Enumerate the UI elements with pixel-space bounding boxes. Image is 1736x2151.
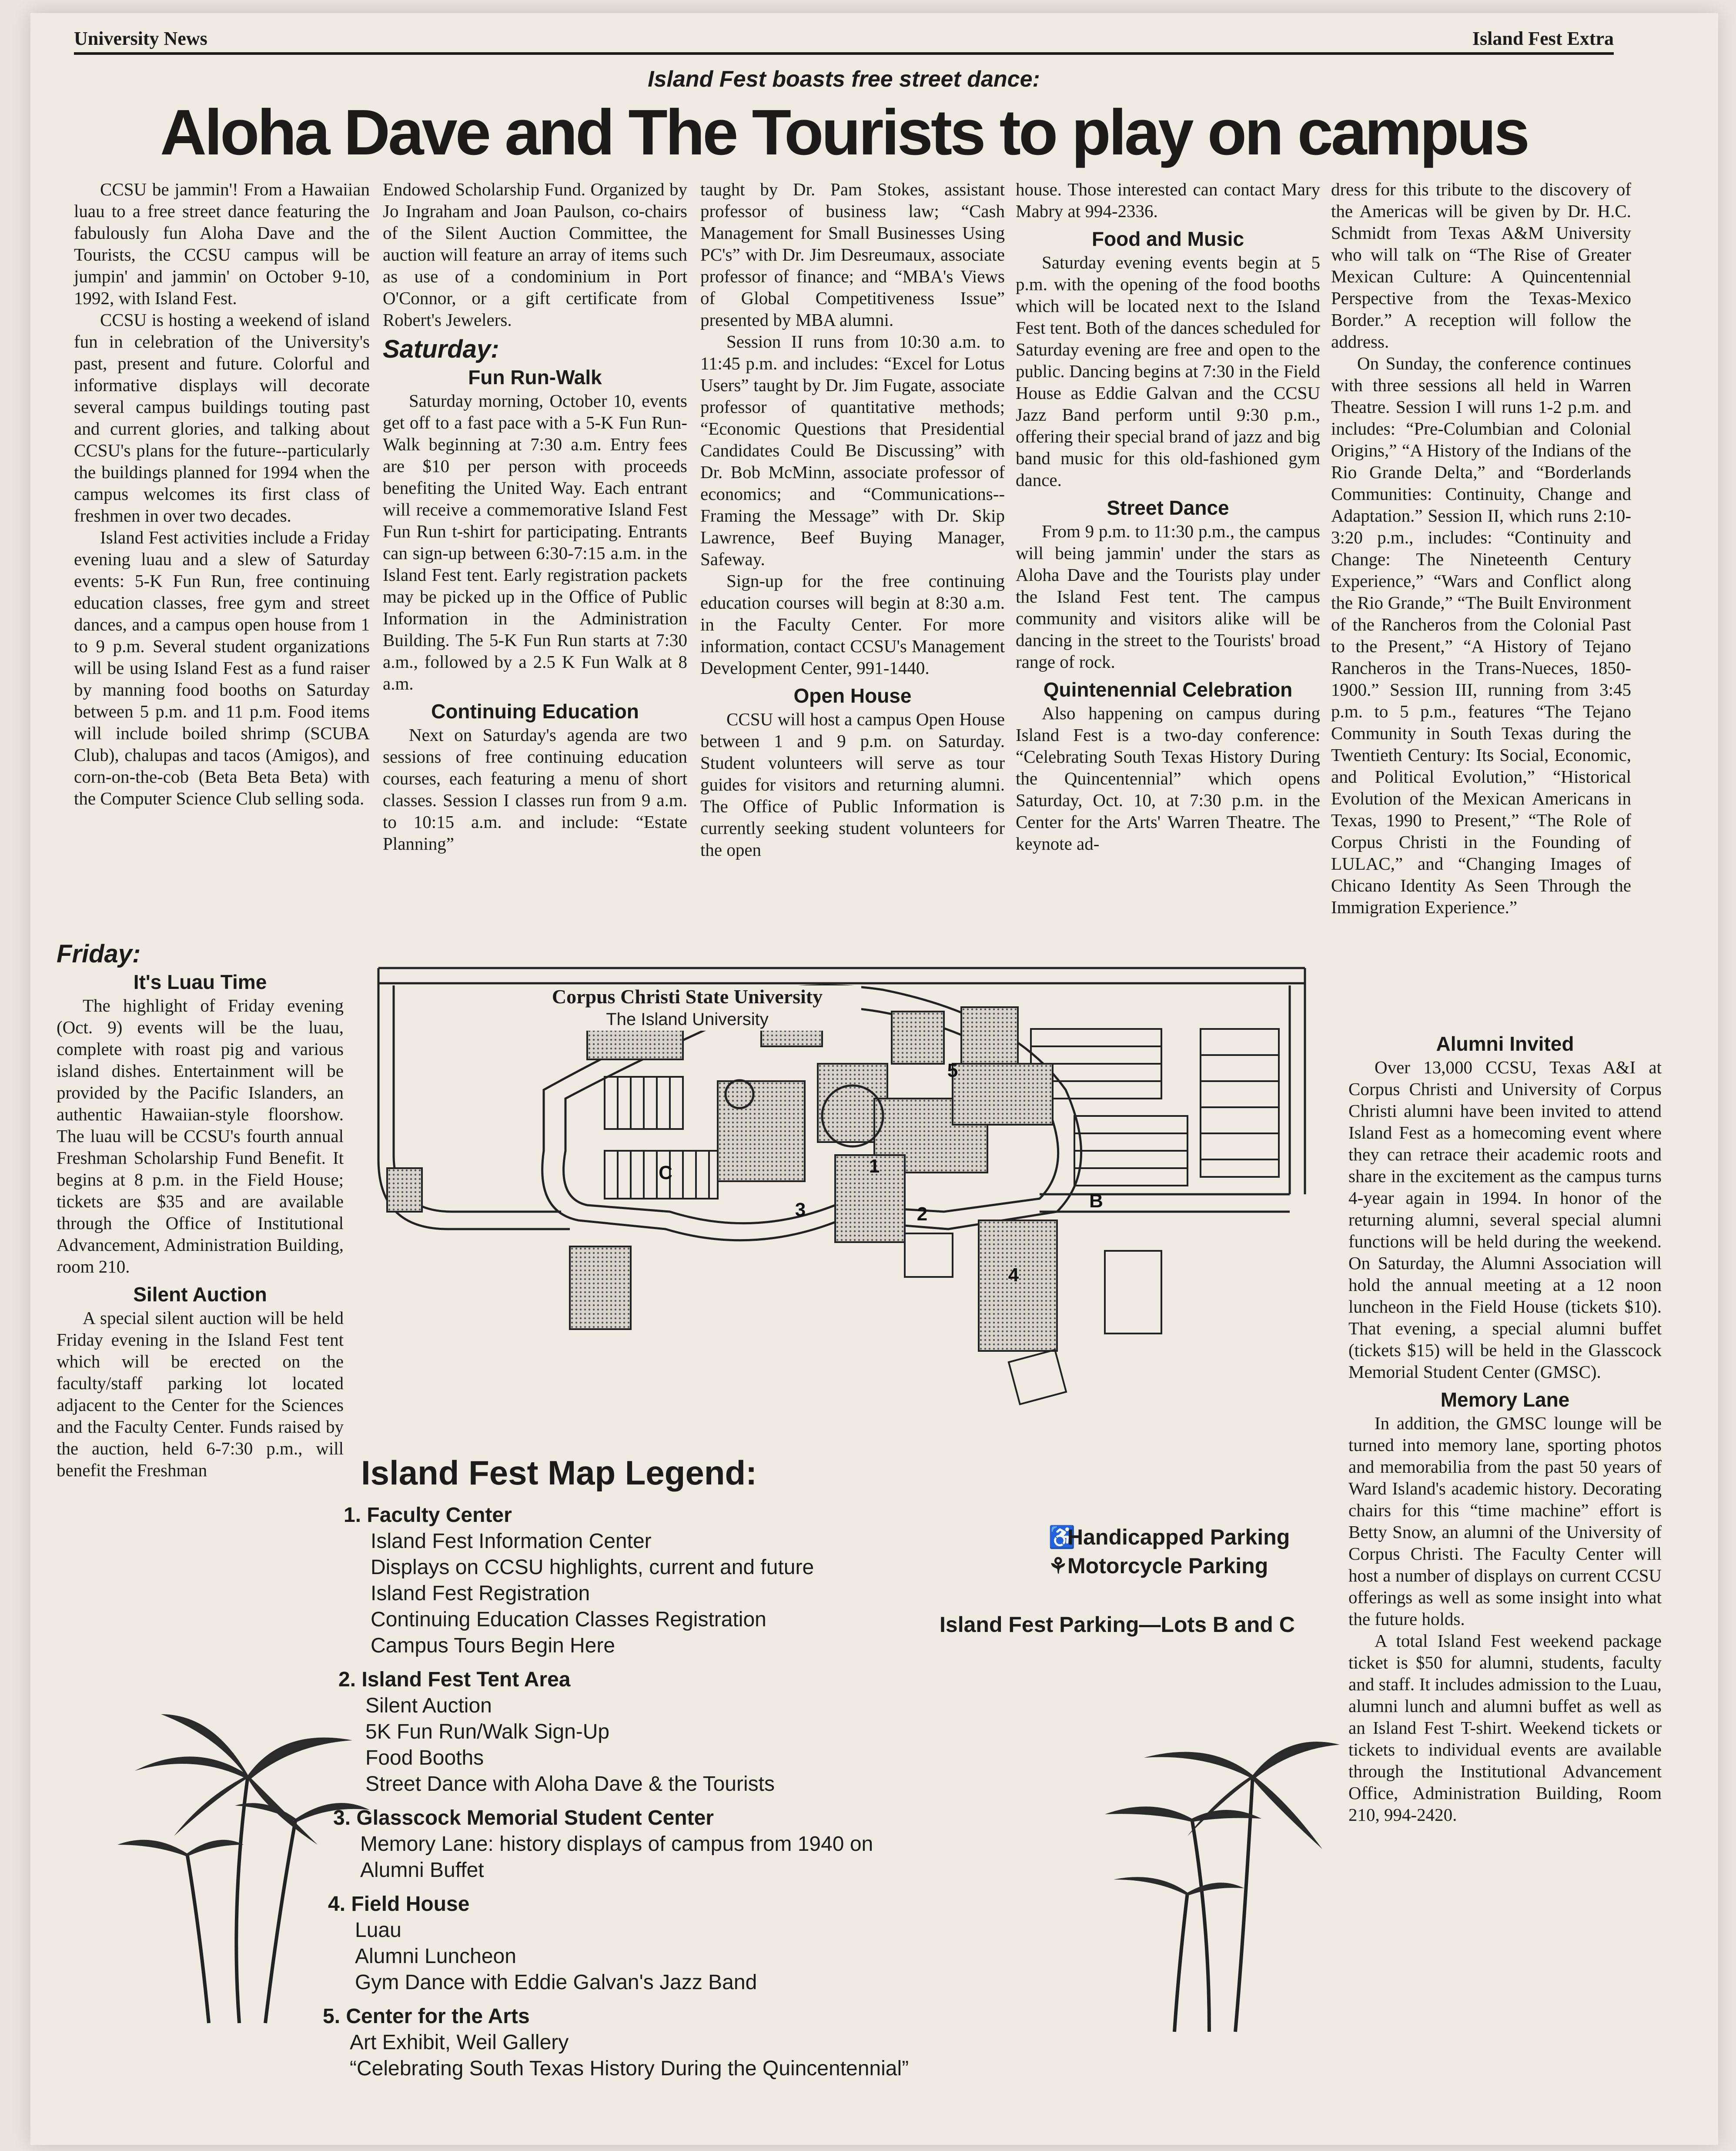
map-label-b: B [1089, 1190, 1103, 1212]
map-label-2: 2 [917, 1203, 928, 1225]
legend-group [328, 1891, 953, 1996]
map-label-4: 4 [1008, 1264, 1019, 1286]
subheading-quincentennial: Quintenennial Celebration [1043, 678, 1293, 701]
section-heading-saturday: Saturday: [383, 335, 499, 363]
legend-item: Luau [355, 1919, 401, 1942]
legend-group [323, 2004, 953, 2082]
paragraph: CCSU is hosting a weekend of island fun in celebration of the University's past, present and future. Colorful and informative displays will decorate several campus buildings touting past and current glories, and talking about CCSU's plans for the future--particularly the buildings planned for 1994 when the campus welcomes its first class of freshmen in over two decades. [74, 310, 370, 526]
motorcycle-icon: ⚘ [1048, 1554, 1068, 1578]
legend-item: 5K Fun Run/Walk Sign-Up [365, 1720, 610, 1743]
headline: Aloha Dave and The Tourists to play on campus [160, 97, 1528, 168]
subheading-continuing-education: Continuing Education [431, 700, 639, 723]
subheading-silent-auction: Silent Auction [133, 1283, 267, 1306]
legend-item: Campus Tours Begin Here [371, 1634, 615, 1657]
map-legend [323, 1453, 953, 2090]
subheading-luau: It's Luau Time [133, 971, 267, 993]
running-head [74, 22, 1614, 55]
legend-item: Island Fest Information Center [371, 1530, 652, 1553]
paragraph: Over 13,000 CCSU, Texas A&I at Corpus Christi and University of Corpus Christi alumni have been invited to attend Island Fest as a homecoming event where they can retrace their academic roots and share in the excitement as the campus turns 4-year again in 1994. In honor of the returning alumni, several special alumni functions will be held during the weekend. On Saturday, the Alumni Association will hold the annual meeting at a 12 noon luncheon in the Field House (tickets $10). That evening, a special alumni buffet (tickets $15) will be held in the Glasscock Memorial Student Center (GMSC). [1348, 1057, 1662, 1382]
paragraph: Next on Saturday's agenda are two sessions of free continuing education courses, each featuring a menu of short classes. Session I classes run from 9 a.m. to 10:15 a.m. and include: “Estate Planning” [383, 725, 687, 854]
paragraph: Also happening on campus during Island Fest is a two-day conference: “Celebrating South Texas History During the Quincentennial” which opens Saturday, Oct. 10, at 7:30 p.m. in the Center for the Arts' Warren Theatre. The keynote ad- [1016, 703, 1320, 854]
article-column-3 [700, 178, 1005, 861]
paragraph: The highlight of Friday evening (Oct. 9) events will be the luau, complete with roast pig and various island dishes. Entertainment will be provided by the Pacific Islanders, an authentic Hawaiian-style floorshow. The luau will be CCSU's fourth annual Freshman Scholarship Fund Benefit. It begins at 8 p.m. in the Field House; tickets are $35 and are available through the Office of Institutional Advancement, Administration Building, room 210. [57, 995, 344, 1277]
paragraph: taught by Dr. Pam Stokes, assistant professor of business law; “Cash Management for Small Businesses Using PC's” with Dr. Jim Desreumaux, associate professor of finance; and “MBA's Views of Global Competitiveness Issue” presented by MBA alumni. [700, 179, 1005, 330]
map-title-text: Corpus Christi State University [552, 985, 823, 1008]
wheelchair-icon: ♿ [1048, 1525, 1076, 1549]
paragraph: Sign-up for the free continuing education courses will begin at 8:30 a.m. in the Faculty Center. For more information, contact CCSU's Management Development Center, 991-1440. [700, 571, 1005, 678]
legend-heading: 4. Field House [328, 1893, 470, 1916]
subheading-street-dance: Street Dance [1107, 496, 1229, 519]
subheading-memory-lane: Memory Lane [1440, 1388, 1570, 1411]
legend-heading: 2. Island Fest Tent Area [338, 1668, 571, 1691]
legend-group [338, 1667, 953, 1797]
paragraph: On Sunday, the conference continues with three sessions all held in Warren Theatre. Session I will runs 1-2 p.m. and includes: “Pre-Columbian and Colonial Origins,” “A History of the Indians of the Rio Grande Delta,” and “Borderlands Communities: Continuity, Change and Adaptation.” Session II, which runs 2:10-3:20 p.m., includes: “Continuity and Change: The Nineteenth Century Experience,” “Wars and Conflict along the Rio Grande,” “The Built Environment of the Rancheros from the Colonial Past to the Present,” “A History of Tejano Rancheros in the Trans-Nueces, 1850-1900.” Session III, running from 3:45 p.m. to 5 p.m., features “The Tejano Community in South Texas during the Twentieth Century: Its Social, Economic, and Political Evolution,” “Historical Evolution of the Mexican Americans in Texas, 1990 to Present,” “The Role of Corpus Christi in the Founding of LULAC,” and “Changing Images of Chicano Identity As Seen Through the Immigration Experience.” [1331, 353, 1631, 917]
handicapped-parking-key [1048, 1523, 1290, 1551]
subheading-alumni-invited: Alumni Invited [1436, 1032, 1574, 1055]
map-label-1: 1 [869, 1156, 880, 1177]
palm-tree-icon [1079, 1705, 1348, 2036]
paragraph: dress for this tribute to the discovery of the Americas will be given by Dr. H.C. Schmidt from Texas A&M University who will talk on “The Rise of Greater Mexican Culture: A Quincentennial Perspective from the Texas-Mexico Border.” A reception will follow the address. [1331, 179, 1631, 352]
legend-item: Art Exhibit, Weil Gallery [350, 2031, 569, 2054]
legend-item: Continuing Education Classes Registration [371, 1608, 766, 1631]
article-column-4 [1016, 178, 1320, 854]
map-label-5: 5 [947, 1060, 958, 1081]
edition-name: Island Fest Extra [1472, 28, 1614, 49]
paragraph: In addition, the GMSC lounge will be turned into memory lane, sporting photos and memorabilia from the past 50 years of Ward Island's academic history. Decorating chairs for this “time machine” effort is Betty Snow, an alumni of the University of Corpus Christi. The Faculty Center will host a number of displays on current CCSU offerings as well as some insight into what the future holds. [1348, 1413, 1662, 1629]
paragraph: A total Island Fest weekend package ticket is $50 for alumni, students, faculty and staff. It includes admission to the Luau, alumni lunch and alumni buffet as well as an Island Fest T-shirt. Weekend tickets or tickets to individual events are available through the Institutional Advancement Office, Administration Building, Room 210, 994-2420. [1348, 1631, 1662, 1825]
legend-item: Street Dance with Aloha Dave & the Tourists [365, 1772, 775, 1796]
paragraph: Endowed Scholarship Fund. Organized by Jo Ingraham and Joan Paulson, co-chairs of the Silent Auction Committee, the auction will feature an array of items such as use of a condominium in Port O'Connor, or a gift certificate from Robert's Jewelers. [383, 179, 687, 330]
article-column-2 [383, 178, 687, 854]
legend-title: Island Fest Map Legend: [361, 1454, 757, 1492]
friday-column [57, 935, 344, 1481]
paragraph: CCSU will host a campus Open House between 1 and 9 p.m. on Saturday. Student volunteers will serve as tour guides for visitors and returning alumni. The Office of Public Information is currently seeking student volunteers for the open [700, 709, 1005, 860]
subheading-fun-run: Fun Run-Walk [468, 366, 602, 389]
legend-item: Alumni Buffet [360, 1859, 484, 1882]
parking-key [1048, 1523, 1290, 1580]
kicker: Island Fest boasts free street dance: [648, 67, 1040, 92]
parking-lots-note: Island Fest Parking—Lots B and C [940, 1612, 1295, 1637]
paragraph: Saturday morning, October 10, events get off to a fast pace with a 5-K Fun Run-Walk beginning at 7:30 a.m. Entry fees are $10 per person with proceeds benefiting the United Way. Each entrant will receive a commemorative Island Fest Fun Run t-shirt for participating. Entrants can sign-up between 6:30-7:15 a.m. in the Island Fest tent. Early registration packets may be picked up in the Office of Public Information in the Administration Building. The 5-K Fun Run starts at 7:30 a.m., followed by a 2.5 K Fun Walk at 8 a.m. [383, 391, 687, 694]
legend-item: Memory Lane: history displays of campus from 1940 on [360, 1833, 873, 1856]
map-label-c: C [659, 1162, 672, 1183]
legend-item: Displays on CCSU highlights, current and future [371, 1556, 814, 1579]
legend-heading: 5. Center for the Arts [323, 2005, 530, 2028]
map-subtitle: The Island University [606, 1010, 769, 1029]
legend-item: Island Fest Registration [371, 1582, 590, 1605]
map-road [378, 968, 1305, 983]
article-column-5-lower [1348, 1027, 1662, 1826]
paragraph: Island Fest activities include a Friday evening luau and a slew of Saturday events: 5-K Fun Run, free continuing education classes, free gym and street dances, and a campus open house from 1 to 9 p.m. Several student organizations will be using Island Fest as a fund raiser by manning food booths on Saturday between 5 p.m. and 11 p.m. Food items will include boiled shrimp (SCUBA Club), chalupas and tacos (Amigos), and corn-on-the-cob (Beta Beta Beta) with the Computer Science Club selling soda. [74, 527, 370, 808]
article-column-5 [1331, 178, 1631, 918]
subheading-food-music: Food and Music [1091, 228, 1244, 250]
legend-item: Alumni Luncheon [355, 1945, 516, 1968]
section-name: University News [74, 28, 207, 49]
paragraph: house. Those interested can contact Mary Mabry at 994-2336. [1016, 179, 1320, 221]
palm-tree-icon [109, 1688, 378, 2027]
legend-item: “Celebrating South Texas History During the Quincentennial” [350, 2057, 909, 2080]
paragraph: A special silent auction will be held Friday evening in the Island Fest tent which will be erected on the faculty/staff parking lot located adjacent to the Center for the Sciences and the Faculty Center. Funds raised by the auction, held 6-7:30 p.m., will benefit the Freshman [57, 1308, 344, 1480]
motorcycle-label: Motorcycle Parking [1067, 1554, 1268, 1578]
legend-group [344, 1502, 953, 1659]
legend-item: Gym Dance with Eddie Galvan's Jazz Band [355, 1971, 757, 1994]
legend-item: Silent Auction [365, 1694, 492, 1717]
subheading-open-house: Open House [793, 684, 912, 707]
legend-item: Food Booths [365, 1746, 484, 1769]
section-heading-friday: Friday: [57, 940, 141, 968]
legend-heading: 1. Faculty Center [344, 1504, 512, 1527]
paragraph: From 9 p.m. to 11:30 p.m., the campus will being jammin' under the stars as Aloha Dave and the Tourists play under the Island Fest tent. The campus community and visitors alike will be dancing in the street to the Tourists' broad range of rock. [1016, 521, 1320, 672]
paragraph: Saturday evening events begin at 5 p.m. with the opening of the food booths which will be located next to the Island Fest tent. Both of the dances scheduled for Saturday evening are free and open to the public. Dancing begins at 7:30 in the Field House as Eddie Galvan and the CCSU Jazz Band perform until 9:30 p.m., offering their special brand of jazz and big band music for this old-fashioned gym dance. [1016, 252, 1320, 490]
map-label-3: 3 [795, 1199, 806, 1220]
paragraph: Session II runs from 10:30 a.m. to 11:45 p.m. and includes: “Excel for Lotus Users” taught by Dr. Jim Fugate, associate professor of quantitative methods; “Economic Questions that Presidential Candidates Could Be Discussing” with Dr. Bob McMinn, associate professor of economics; and “Communications--Framing the Message” with Dr. Skip Lawrence, Beef Buying Manager, Safeway. [700, 332, 1005, 569]
motorcycle-parking-key [1048, 1551, 1290, 1580]
map-title [513, 985, 861, 1031]
legend-group [333, 1805, 953, 1883]
legend-heading: 3. Glasscock Memorial Student Center [333, 1806, 714, 1829]
article-column-1 [74, 178, 370, 809]
map-building [718, 1081, 805, 1181]
handicapped-label: Handicapped Parking [1067, 1525, 1290, 1549]
paragraph: CCSU be jammin'! From a Hawaiian luau to a free street dance featuring the fabulously fun Aloha Dave and the Tourists, the CCSU campus will be jumpin' and jammin' on October 9-10, 1992, with Island Fest. [74, 179, 370, 308]
